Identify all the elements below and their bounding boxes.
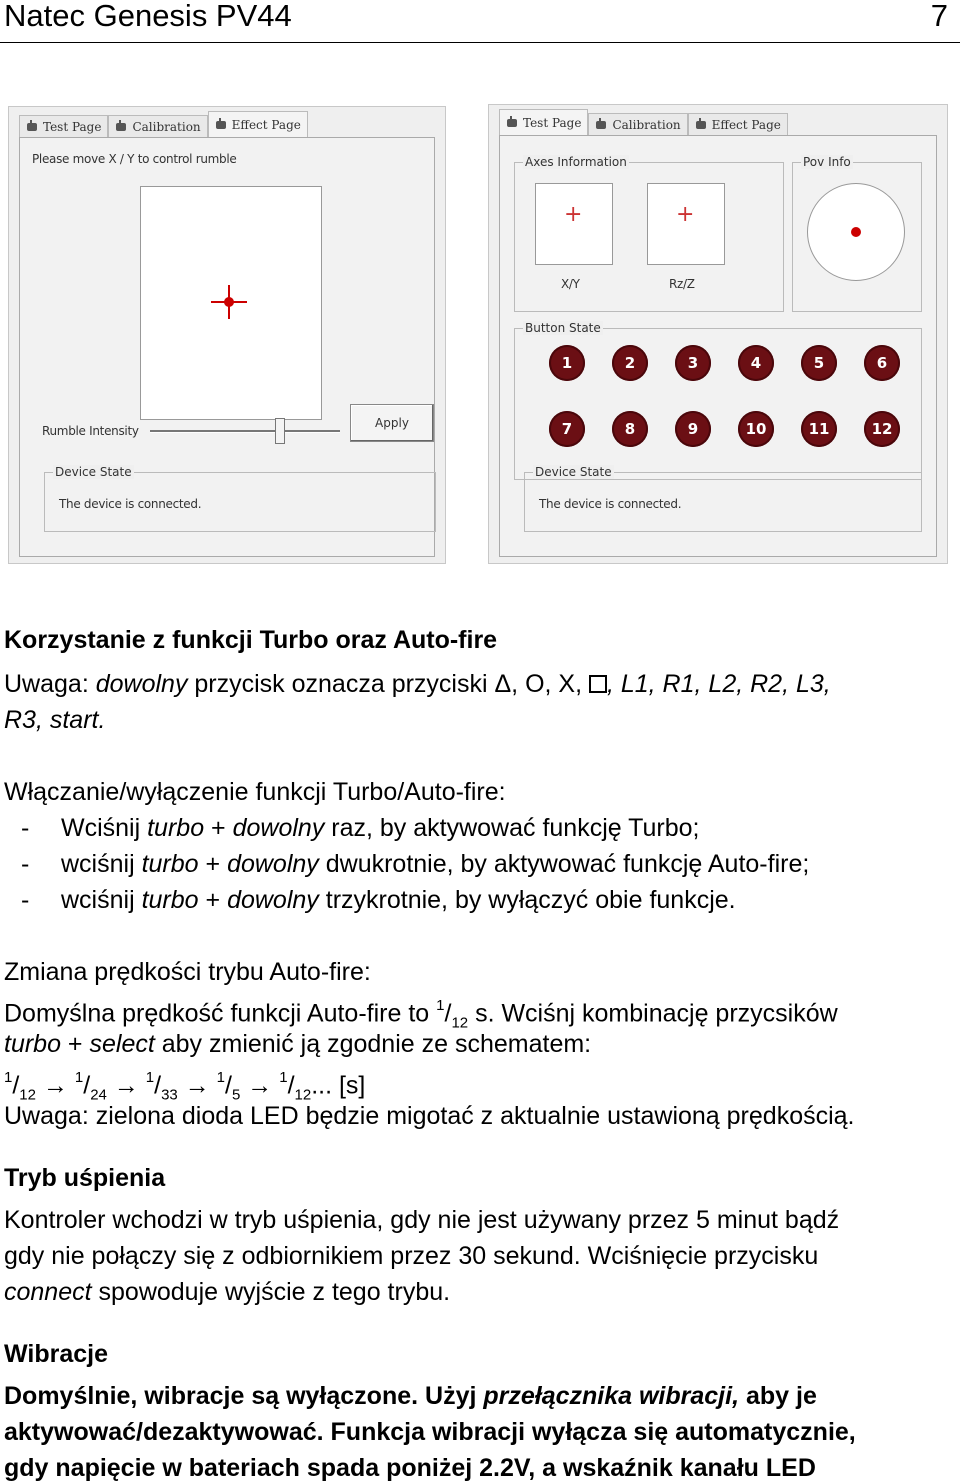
button-indicator-7 — [549, 411, 585, 447]
device-state-text: The device is connected. — [539, 497, 682, 511]
fraction-slash: / — [287, 1071, 295, 1100]
rumble-xy-pad[interactable] — [140, 186, 322, 420]
text: przycisk oznacza przyciski Δ, O, X, — [187, 670, 589, 698]
tab-label: Effect Page — [711, 118, 781, 132]
fraction-slash: / — [12, 1071, 20, 1100]
fraction-denominator: 12 — [451, 1014, 469, 1032]
speed-heading: Zmiana prędkości trybu Auto-fire: — [4, 958, 371, 986]
text: Domyślnie, wibracje są wyłączone. Użyj — [4, 1382, 484, 1410]
pov-circle — [807, 183, 905, 281]
text: aby zmienić ją zgodnie ze schematem: — [154, 1030, 592, 1058]
fraction-slash: / — [154, 1071, 162, 1100]
vibration-text-3: gdy napięcie w bateriach spada poniżej 2.2V, a wskaźnik kanału LED — [4, 1454, 816, 1482]
fraction-numerator: 1 — [279, 1069, 288, 1086]
tab-label: Calibration — [132, 120, 201, 134]
arrow-icon: → — [42, 1071, 68, 1100]
device-state-label: Device State — [55, 465, 132, 479]
button-number: 2 — [624, 354, 636, 372]
button-state-group — [514, 321, 922, 480]
text: turbo — [147, 814, 205, 842]
device-state-label: Device State — [535, 465, 612, 479]
text: s. Wciśnj kombinację przycsików — [468, 999, 838, 1028]
text: ... [s] — [311, 1071, 366, 1100]
tab-label: Effect Page — [231, 118, 301, 132]
rumble-slider-track[interactable] — [150, 430, 340, 433]
position-marker — [224, 297, 234, 307]
fraction-denominator: 33 — [161, 1086, 178, 1104]
text: turbo — [141, 850, 199, 878]
arrow-icon: → — [113, 1071, 139, 1100]
sleep-text-3 — [4, 1277, 450, 1307]
fraction-denominator: 12 — [19, 1086, 36, 1104]
button-number: 5 — [813, 354, 825, 372]
button-indicator-10 — [738, 411, 774, 447]
button-number: 8 — [624, 420, 636, 438]
button-number: 10 — [745, 420, 767, 438]
vibration-heading: Wibracje — [4, 1340, 108, 1368]
gamepad-icon — [506, 118, 518, 128]
test-page-screenshot — [488, 104, 948, 564]
note-dowolny-cont — [4, 705, 105, 735]
button-indicator-4 — [738, 345, 774, 381]
text: aby je — [739, 1382, 817, 1410]
document-title: Natec Genesis PV44 — [4, 0, 292, 33]
apply-button[interactable] — [350, 404, 434, 442]
button-number: 1 — [561, 354, 573, 372]
sleep-text-1: Kontroler wchodzi w tryb uśpienia, gdy nie jest używany przez 5 minut bądź — [4, 1206, 840, 1234]
vibration-text-1 — [4, 1381, 817, 1411]
button-indicator-12 — [864, 411, 900, 447]
text: wciśnij — [61, 850, 142, 878]
text: dowolny — [227, 886, 319, 914]
text: dowolny — [95, 670, 188, 698]
text: przełącznika wibracji, — [483, 1382, 740, 1410]
crosshair-icon: + — [676, 202, 695, 227]
text: + — [198, 850, 228, 878]
tab-calibration[interactable] — [108, 115, 207, 138]
button-number: 3 — [687, 354, 699, 372]
button-number: 4 — [750, 354, 762, 372]
fraction-denominator: 5 — [231, 1086, 241, 1104]
text: Uwaga: — [4, 670, 96, 698]
vibration-text-2: aktywować/dezaktywować. Funkcja wibracji wyłącza się automatycznie, — [4, 1418, 856, 1446]
rz-z-axis-box — [647, 183, 725, 265]
xy-axis-box — [535, 183, 613, 265]
device-state-text: The device is connected. — [59, 497, 202, 511]
button-number: 9 — [687, 420, 699, 438]
text: dowolny — [232, 814, 325, 842]
pov-center-dot — [851, 227, 861, 237]
text: + — [60, 1030, 90, 1058]
led-note: Uwaga: zielona dioda LED będzie migotać z aktualnie ustawioną prędkością. — [4, 1102, 855, 1130]
gamepad-icon — [215, 120, 227, 130]
apply-label: Apply — [375, 416, 409, 430]
bullet-item — [21, 849, 809, 879]
fraction-numerator: 1 — [216, 1069, 226, 1086]
tab-label: Test Page — [43, 120, 102, 134]
text: spowoduje wyjście z tego trybu. — [91, 1278, 451, 1306]
device-state-group — [44, 465, 436, 532]
text: wciśnij — [61, 886, 142, 914]
fraction-slash: / — [83, 1071, 91, 1100]
tab-panel — [499, 135, 937, 557]
fraction-numerator: 1 — [4, 1069, 13, 1086]
page-number: 7 — [930, 0, 948, 33]
effect-page-screenshot — [8, 106, 446, 564]
bullet-dash: - — [21, 886, 30, 914]
text: Wciśnij — [61, 814, 148, 842]
text: turbo — [141, 886, 199, 914]
text: Domyślna prędkość funkcji Auto-fire to — [4, 999, 437, 1028]
bullet-item — [21, 813, 700, 843]
xy-label: X/Y — [561, 277, 580, 291]
tab-label: Calibration — [612, 118, 681, 132]
tab-test-page[interactable] — [499, 109, 588, 136]
tab-effect-page[interactable] — [208, 111, 308, 138]
fraction-numerator: 1 — [436, 997, 445, 1014]
gamepad-icon — [26, 122, 38, 132]
sleep-text-2: gdy nie połączy się z odbiornikiem przez 30 sekund. Wciśnięcie przycisku — [4, 1242, 819, 1270]
text: dowolny — [227, 850, 319, 878]
axes-label: Axes Information — [525, 155, 627, 169]
text: raz, by aktywować funkcję Turbo; — [324, 814, 700, 842]
text: trzykrotnie, by wyłączyć obie funkcje. — [318, 886, 736, 914]
arrow-icon: → — [184, 1071, 210, 1100]
bullet-dash: - — [21, 814, 30, 842]
button-number: 7 — [561, 420, 573, 438]
pov-info-group — [792, 155, 922, 312]
text: + — [204, 814, 233, 842]
bullet-dash: - — [21, 850, 30, 878]
arrow-icon: → — [247, 1071, 273, 1100]
button-number: 11 — [808, 420, 830, 438]
button-indicator-9 — [675, 411, 711, 447]
button-indicator-2 — [612, 345, 648, 381]
note-dowolny — [4, 669, 831, 699]
tab-effect-page[interactable] — [688, 113, 788, 136]
text: turbo — [4, 1030, 61, 1058]
button-indicator-6 — [864, 345, 900, 381]
button-indicator-1 — [549, 345, 585, 381]
axes-information-group — [514, 155, 784, 312]
text: dwukrotnie, by aktywować funkcję Auto-fire; — [318, 850, 810, 878]
crosshair-icon: + — [564, 202, 583, 227]
text: connect — [4, 1278, 92, 1306]
fraction-numerator: 1 — [74, 1069, 84, 1086]
toggle-heading: Włączanie/wyłączenie funkcji Turbo/Auto-fire: — [4, 778, 506, 806]
fraction-numerator: 1 — [145, 1069, 155, 1086]
button-number: 12 — [871, 420, 893, 438]
fraction-slash: / — [225, 1071, 232, 1100]
rumble-slider-thumb[interactable] — [275, 418, 285, 444]
turbo-heading: Korzystanie z funkcji Turbo oraz Auto-fire — [4, 626, 498, 654]
button-indicator-5 — [801, 345, 837, 381]
speed-combo — [4, 1029, 591, 1059]
gamepad-icon — [115, 122, 127, 132]
fraction-denominator: 24 — [90, 1086, 107, 1104]
rz-z-label: Rz/Z — [669, 277, 695, 291]
fraction-slash: / — [444, 999, 452, 1028]
tab-bar — [19, 111, 308, 137]
button-indicator-3 — [675, 345, 711, 381]
gamepad-icon — [695, 120, 707, 130]
text: , L1, R1, L2, R2, L3, — [606, 670, 831, 698]
rumble-intensity-label: Rumble Intensity — [42, 424, 139, 438]
page-header — [0, 0, 960, 43]
button-indicator-8 — [612, 411, 648, 447]
tab-calibration[interactable] — [588, 113, 687, 136]
tab-bar — [499, 109, 788, 135]
fraction-denominator: 12 — [294, 1086, 312, 1104]
tab-test-page[interactable] — [19, 115, 108, 138]
gamepad-icon — [595, 120, 607, 130]
sleep-heading: Tryb uśpienia — [4, 1164, 166, 1192]
text: R3, start. — [4, 706, 106, 734]
button-state-label: Button State — [525, 321, 601, 335]
text: select — [89, 1030, 155, 1058]
text: + — [198, 886, 228, 914]
button-number: 6 — [876, 354, 888, 372]
button-indicator-11 — [801, 411, 837, 447]
tab-panel — [19, 137, 435, 557]
square-icon — [589, 675, 607, 693]
bullet-item — [21, 885, 736, 915]
rumble-prompt: Please move X / Y to control rumble — [32, 152, 237, 166]
pov-label: Pov Info — [803, 155, 851, 169]
tab-label: Test Page — [523, 116, 582, 130]
device-state-group — [524, 465, 922, 532]
